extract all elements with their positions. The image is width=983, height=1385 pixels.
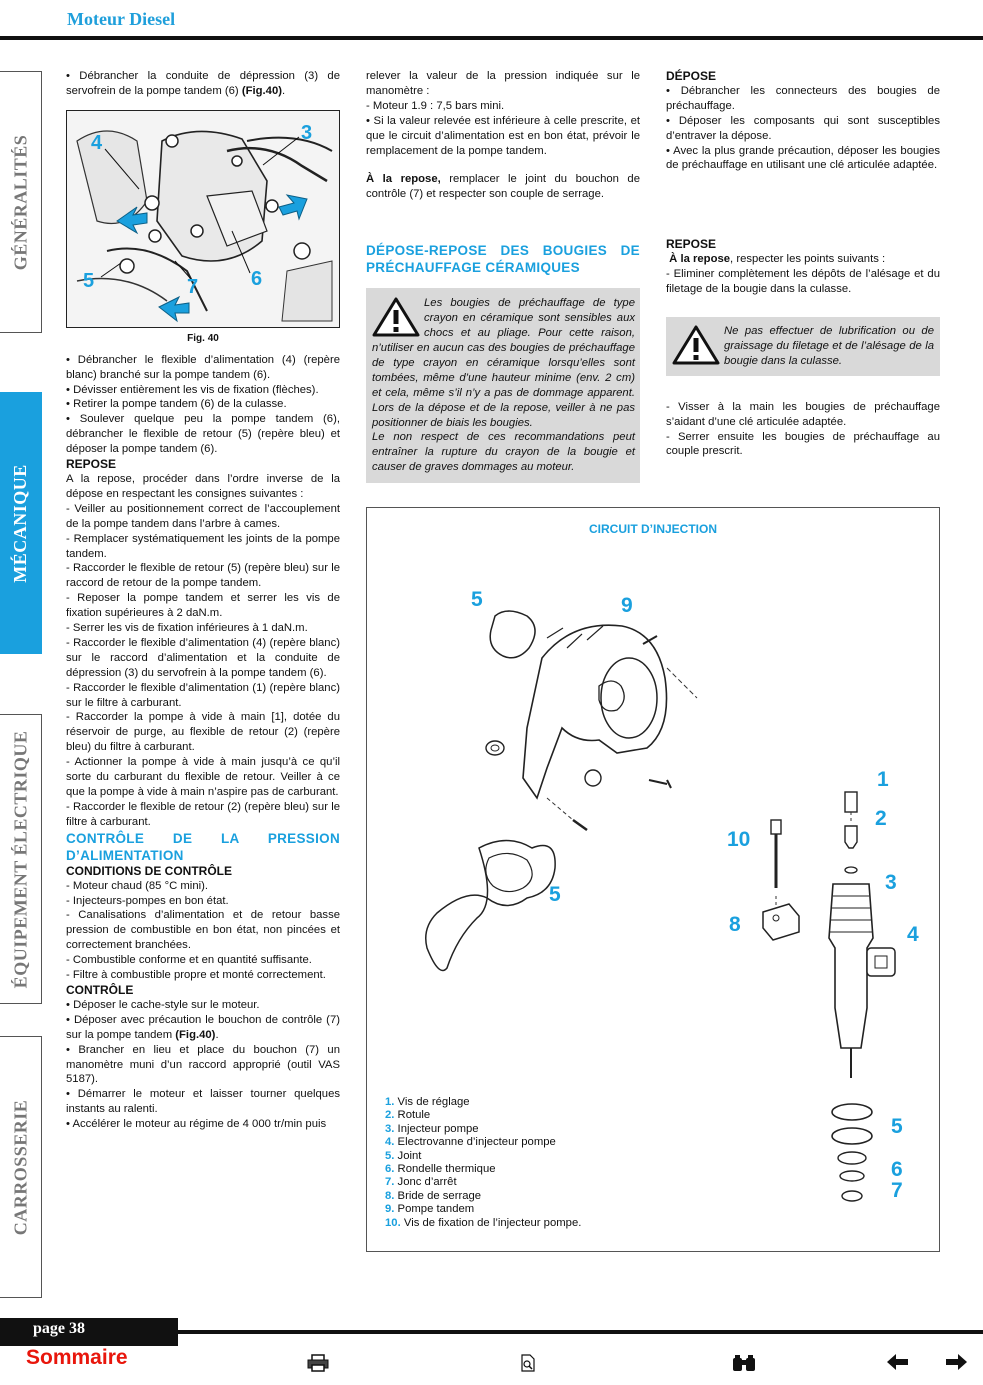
paragraph: À la repose, respecter les points suivants :	[669, 253, 886, 266]
paragraph: • Dévisser entièrement les vis de fixation (flèches).	[66, 383, 319, 396]
pump-photo-illustration	[67, 111, 339, 327]
diagram-label: 10	[727, 828, 751, 851]
paragraph: - Raccorder le flexible d’alimentation (4) (repère blanc) sur le raccord d’alimentation et la conduite de dépression (3) du servofrein à la pompe tandem (6).	[66, 636, 340, 679]
paragraph: • Débrancher la conduite de dépression (3) de servofrein de la pompe tandem (6) (Fig.40).	[66, 70, 340, 97]
legend	[385, 1096, 581, 1230]
paragraph: • Soulever quelque peu la pompe tandem (6), débrancher le flexible de retour (5) (repère bleu) et déposer la pompe tandem (6).	[66, 413, 340, 456]
paragraph: - Canalisations d’alimentation et de retour basse pression de combustible en bon état, non pincées et correctement branchées.	[66, 909, 340, 952]
figure-caption: Fig. 40	[187, 332, 219, 344]
diagram-label: 7	[891, 1179, 903, 1202]
paragraph: • Débrancher les connecteurs des bougies de préchauffage.	[666, 84, 940, 112]
diagram-label: 1	[877, 768, 889, 791]
figure-label: 7	[187, 275, 199, 298]
warning-icon	[372, 296, 420, 338]
warning-box	[366, 288, 640, 483]
side-tab-mecanique[interactable]	[0, 392, 42, 654]
diagram-label: 8	[729, 913, 741, 936]
side-tab-carrosserie[interactable]	[0, 1036, 42, 1298]
legend-item: 7. Jonc d’arrêt	[385, 1176, 457, 1189]
paragraph: • Brancher en lieu et place du bouchon (7) un manomètre muni d’un raccord approprié (outil VAS 5187).	[66, 1043, 340, 1086]
section-heading: DÉPOSE-REPOSE DES BOUGIES DE PRÉCHAUFFAGE CÉRAMIQUES	[366, 243, 640, 276]
arrow-left-icon[interactable]	[887, 1354, 909, 1372]
side-tab-label: CARROSSERIE	[10, 1099, 31, 1235]
diagram-label: 2	[875, 807, 887, 830]
paragraph: • Si la valeur relevée est inférieure à celle prescrite, et que le circuit d’alimentation est en bon état, prévoir le remplacement de la pompe tandem.	[366, 114, 640, 157]
figure-title: CIRCUIT D’INJECTION	[588, 522, 717, 536]
arrow-right-icon[interactable]	[945, 1354, 967, 1372]
binoculars-icon[interactable]	[731, 1354, 757, 1374]
figure-label: 3	[301, 121, 313, 144]
seal-rings-illustration	[822, 1090, 892, 1220]
legend-item: 9. Pompe tandem	[385, 1203, 475, 1216]
paragraph: - Eliminer complètement les dépôts de l’alésage et du filetage de la bougie dans la culasse.	[666, 268, 940, 296]
paragraph: - Actionner la pompe à vide à main jusqu’à ce qu’il sorte du carburant du flexible de retour. Veiller à ce que la pompe à vide à main n’aspire pas de carburant.	[66, 756, 340, 798]
column-2	[366, 69, 640, 483]
side-tab-label: ÉQUIPEMENT ÉLECTRIQUE	[10, 730, 31, 988]
paragraph: - Injecteurs-pompes en bon état.	[66, 894, 229, 907]
paragraph: - Serrer ensuite les bougies de préchauffage au couple prescrit.	[666, 430, 940, 458]
paragraph: - Serrer les vis de fixation inférieures à 1 daN.m.	[66, 622, 308, 635]
subsection-heading: CONTRÔLE	[66, 982, 134, 997]
injection-circuit-figure	[366, 507, 940, 1252]
legend-item: 4. Electrovanne d’injecteur pompe	[385, 1136, 556, 1149]
warning-text: Ne pas effectuer de lubrification ou de graissage du filetage et de l’alésage de la bougie dans la culasse.	[724, 324, 934, 367]
legend-item: 3. Injecteur pompe	[385, 1122, 479, 1135]
section-heading: DÉPOSE	[666, 69, 717, 83]
paragraph: - Visser à la main les bougies de préchauffage s’aidant d’une clé articulée adaptée.	[666, 400, 940, 428]
warning-box	[666, 317, 940, 376]
section-heading: REPOSE	[666, 237, 717, 252]
paragraph: • Accélérer le moteur au régime de 4 000 tr/min puis	[66, 1118, 327, 1131]
paragraph: - Raccorder le flexible d’alimentation (1) (repère blanc) sur le filtre à carburant.	[66, 681, 340, 709]
paragraph: • Déposer les composants qui sont susceptibles d’entraver la dépose.	[666, 114, 940, 142]
side-tab-label: MÉCANIQUE	[10, 463, 31, 583]
warning-icon	[672, 324, 720, 366]
column-1	[66, 69, 340, 1132]
sommaire-link[interactable]: Sommaire	[26, 1346, 128, 1369]
warning-text: Le non respect de ces recommandations peut entraîner la rupture du crayon de la bougie et causer de graves dommages au moteur.	[372, 431, 635, 474]
legend-item: 10. Vis de fixation de l’injecteur pompe.	[385, 1216, 582, 1229]
page-number: page 38	[0, 1318, 178, 1346]
legend-item: 8. Bride de serrage	[385, 1189, 482, 1202]
figure-label: 5	[83, 269, 95, 292]
legend-item: 1. Vis de réglage	[385, 1096, 470, 1108]
paragraph: - Raccorder le flexible de retour (2) (repère bleu) sur le filtre à carburant.	[66, 800, 340, 828]
figure-label: 4	[91, 131, 103, 154]
column-3	[666, 69, 940, 459]
legend-item: 6. Rondelle thermique	[385, 1163, 496, 1176]
section-heading: CONTRÔLE DE LA PRESSION D’ALIMENTATION	[66, 830, 340, 863]
side-tab-equipement-electrique[interactable]	[0, 714, 42, 1004]
subsection-heading: CONDITIONS DE CONTRÔLE	[66, 863, 233, 878]
paragraph: - Raccorder le flexible de retour (5) (repère bleu) sur le raccord de retour de la pompe tandem.	[66, 562, 340, 590]
diagram-label: 3	[885, 871, 897, 894]
warning-text: Les bougies de préchauffage de type crayon en céramique sont sensibles aux chocs et au pliage. Pour cette raison, n’utiliser en aucun cas des bougies de préchauffage de type crayon en céramique lorsqu’elles sont tombées, même d’une hauteur minime (env. 2 cm) et cela, même s’il n’y a pas de dommage apparent. Lors de la dépose et de la repose, veiller à ne pas positionner de biais les bougies.	[372, 297, 635, 429]
paragraph: • Retirer la pompe tandem (6) de la culasse.	[66, 398, 287, 411]
paragraph: - Remplacer systématiquement les joints de la pompe tandem.	[66, 532, 340, 560]
side-tab-generalites[interactable]	[0, 71, 42, 333]
injection-exploded-diagram	[367, 508, 939, 1088]
paragraph: - Filtre à combustible propre et monté correctement.	[66, 969, 326, 982]
paragraph: relever la valeur de la pression indiquée sur le manomètre :	[366, 70, 640, 97]
paragraph: • Déposer le cache-style sur le moteur.	[66, 998, 260, 1011]
figure-40	[66, 110, 340, 328]
printer-icon[interactable]	[307, 1354, 329, 1374]
paragraph: - Reposer la pompe tandem et serrer les vis de fixation supérieures à 2 daN.m.	[66, 592, 340, 620]
figure-label: 6	[251, 267, 263, 290]
diagram-label: 4	[907, 923, 919, 946]
paragraph: - Veiller au positionnement correct de l’accouplement de la pompe tandem dans l’arbre à cames.	[66, 502, 340, 530]
paragraph: • Démarrer le moteur et laisser tourner quelques instants au ralenti.	[66, 1088, 340, 1116]
paragraph: - Combustible conforme et en quantité suffisante.	[66, 954, 312, 967]
top-divider	[0, 36, 983, 40]
paragraph: • Avec la plus grande précaution, déposer les bougies de préchauffage en utilisant une clé articulée adaptée.	[666, 144, 940, 172]
paragraph: - Moteur chaud (85 °C mini).	[66, 879, 209, 892]
page-title: Moteur Diesel	[67, 9, 176, 29]
paragraph: À la repose, remplacer le joint du bouchon de contrôle (7) et respecter son couple de serrage.	[366, 173, 640, 201]
paragraph: - Raccorder la pompe à vide à main [1], dotée du réservoir de purge, au flexible de retour (2) (repère bleu) du filtre à carburant.	[66, 711, 340, 754]
diagram-label: 6	[891, 1158, 903, 1181]
diagram-label: 5	[891, 1115, 903, 1138]
paragraph: A la repose, procéder dans l’ordre inverse de la dépose en respectant les consignes suivantes :	[66, 472, 340, 500]
side-tab-label: GÉNÉRALITÉS	[10, 134, 31, 270]
diagram-label: 9	[621, 594, 633, 617]
paragraph: • Déposer avec précaution le bouchon de contrôle (7) sur la pompe tandem (Fig.40).	[66, 1013, 340, 1041]
legend-item: 2. Rotule	[385, 1109, 431, 1122]
search-page-icon[interactable]	[520, 1354, 536, 1374]
diagram-label: 5	[549, 883, 561, 906]
diagram-label: 5	[471, 588, 483, 611]
legend-item: 5. Joint	[385, 1149, 422, 1162]
paragraph: - Moteur 1.9 : 7,5 bars mini.	[366, 99, 505, 112]
section-heading: REPOSE	[66, 457, 117, 472]
paragraph: • Débrancher le flexible d’alimentation (4) (repère blanc) branché sur la pompe tandem (6).	[66, 353, 340, 381]
